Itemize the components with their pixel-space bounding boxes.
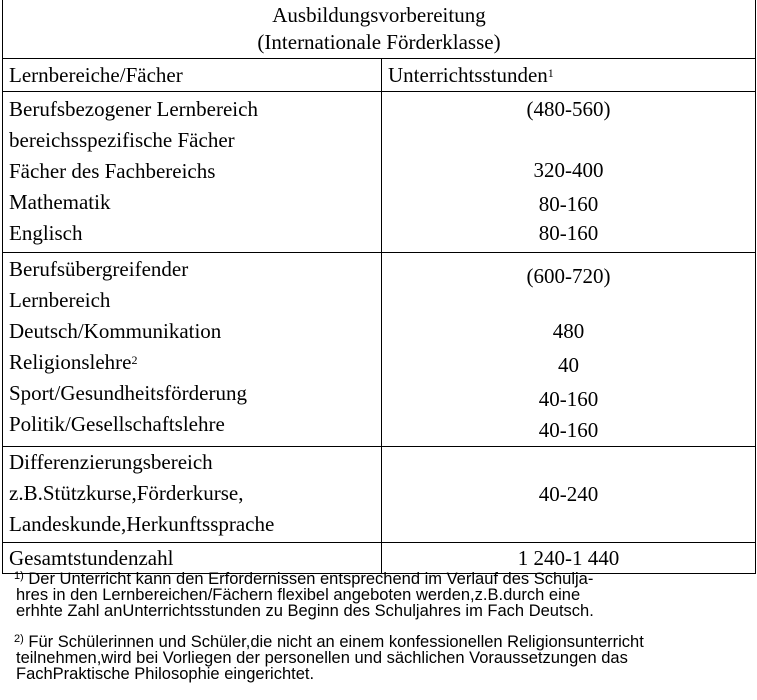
religion-footnote-marker: 2 (131, 353, 138, 367)
footnote-2 (2, 634, 755, 682)
header-hours-footnote-marker: 1 (547, 66, 554, 80)
title-row (3, 0, 756, 59)
section2-value (382, 292, 755, 316)
footnote-1-line: erhhte Zahl anUnterrichtsstunden zu Beginn des Schuljahres im Fach Deutsch. (16, 602, 594, 620)
footnote-2-line: Für Schülerinnen und Schüler,die nicht an einem konfessionellen Religionsunterricht (28, 633, 644, 651)
section2-line: Berufsübergreifender (9, 257, 189, 281)
section2-subjects (3, 253, 382, 447)
section3-subjects (3, 447, 382, 543)
section2-value: 480 (552, 319, 585, 343)
section1-line: Englisch (9, 221, 83, 245)
section1-value (382, 125, 755, 156)
section2-line: Religionslehre (9, 350, 132, 374)
table-title-line1: Ausbildungsvorbereitung (272, 3, 486, 27)
section2-line: Lernbereich (9, 288, 111, 312)
section1-value: 80-160 (538, 221, 599, 245)
section1-value: 320-400 (533, 158, 604, 182)
table-title-line2: (Internationale Förderklasse) (257, 30, 501, 54)
header-hours-label: Unterrichtsstunden (388, 63, 548, 87)
header-hours (382, 59, 756, 92)
header-row (3, 59, 756, 92)
section-differenzierung (3, 447, 756, 543)
section1-value: 80-160 (538, 192, 599, 216)
section-berufsbezogen (3, 92, 756, 253)
section3-line: Landeskunde,Herkunftssprache (9, 512, 275, 536)
section1-subjects (3, 92, 382, 253)
section3-line: z.B.Stützkurse,Förderkurse, (9, 481, 244, 505)
total-row (3, 543, 756, 574)
curriculum-table-frame (2, 0, 755, 574)
table-title (3, 0, 756, 59)
footnote-2-marker: 2) (14, 633, 24, 645)
footnote-1 (2, 571, 755, 619)
section1-line: Berufsbezogener Lernbereich (9, 97, 258, 121)
section1-line: Mathematik (9, 190, 111, 214)
section3-line: Differenzierungsbereich (9, 450, 213, 474)
section2-value: (600-720) (526, 264, 611, 288)
footnote-1-line: Der Unterricht kann den Erfordernissen entsprechend im Verlauf des Schulja- (28, 570, 594, 588)
section2-value: 40 (558, 353, 579, 377)
section1-value: (480-560) (526, 97, 611, 121)
section2-line: Sport/Gesundheitsförderung (9, 381, 247, 405)
section2-hours (382, 253, 756, 447)
section1-hours (382, 92, 756, 253)
total-label: Gesamtstundenzahl (3, 543, 382, 574)
section2-line: Deutsch/Kommunikation (9, 319, 222, 343)
header-subjects: Lernbereiche/Fächer (3, 59, 382, 92)
total-value: 1 240-1 440 (382, 543, 756, 574)
section1-line: bereichsspezifische Fächer (9, 128, 235, 152)
footnote-1-marker: 1) (14, 570, 24, 582)
section-berufsuebergreifend (3, 253, 756, 447)
section2-value: 40-160 (538, 418, 599, 442)
footnote-2-line: teilnehmen,wird bei Vorliegen der personellen und sächlichen Voraussetzungen das (16, 649, 628, 667)
section2-religion-line (9, 347, 381, 378)
section3-value: 40-240 (538, 482, 599, 506)
section3-hours (382, 447, 756, 543)
section2-line: Politik/Gesellschaftslehre (9, 412, 225, 436)
footnote-1-line: hres in den Lernbereichen/Fächern flexibel angeboten werden,z.B.durch eine (16, 586, 581, 604)
footnote-2-line: FachPraktische Philosophie eingerichtet. (16, 665, 315, 683)
section1-line: Fächer des Fachbereichs (9, 159, 216, 183)
curriculum-table (2, 0, 756, 574)
section2-value: 40-160 (538, 387, 599, 411)
